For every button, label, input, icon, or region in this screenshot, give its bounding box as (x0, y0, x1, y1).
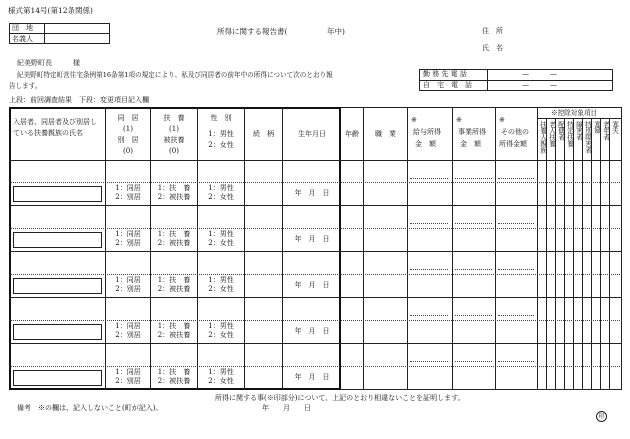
row3-dokyo-2: 2：別居 (115, 285, 141, 293)
col-dokyo-2: (1) (123, 125, 133, 133)
legend: 上段：前回調査結果 下段：変更項目記入欄 (9, 96, 149, 104)
row2-date[interactable]: 年 月 日 (294, 235, 330, 243)
deduction-item-2: 老人扶養 (547, 121, 556, 147)
col-member-name: 入居者、同居者及び別居している扶養親族の氏名 (13, 118, 97, 137)
col-business-2: 金 額 (460, 140, 481, 148)
col-sex-3: 2：女性 (208, 141, 234, 149)
row4-sex-1: 1：男性 (208, 322, 234, 330)
row1-fuyo-2: 2：被扶養 (157, 193, 191, 201)
work-phone-value[interactable]: — — (522, 70, 557, 78)
col-other-2: 所得金額 (499, 140, 527, 148)
row1-dokyo-1: 1：同居 (115, 184, 141, 192)
work-phone-label: 勤 務 先 電 話 (423, 70, 467, 78)
row5-sex-1: 1：男性 (208, 368, 234, 376)
row2-fuyo-2: 2：被扶養 (157, 239, 191, 247)
col-salary-1: 給与所得 (413, 128, 441, 136)
row4-dokyo-2: 2：別居 (115, 331, 141, 339)
certify-text: 所得に関する事(※印部分)について、上記のとおり相違ないことを証明します。 (215, 394, 465, 402)
row5-date[interactable]: 年 月 日 (294, 373, 330, 381)
seal-mark (596, 411, 607, 422)
name-label: 氏 名 (482, 44, 503, 52)
row2-dokyo-2: 2：別居 (115, 239, 141, 247)
row1-dokyo-2: 2：別居 (115, 193, 141, 201)
row3-sex-2: 2：女性 (208, 285, 234, 293)
col-fuyo-2: (1) (169, 125, 179, 133)
col-sex-1: 性 別 (210, 114, 232, 122)
row5-fuyo-2: 2：被扶養 (157, 377, 191, 385)
col-dokyo-4: (0) (123, 147, 133, 155)
deduction-item-5: 障害者 (574, 121, 583, 141)
row2-fuyo-1: 1：扶 養 (157, 230, 191, 238)
recipient: 紀美野町長 様 (17, 59, 80, 67)
col-sex-2: 1：男性 (208, 130, 234, 138)
form-number: 様式第14号(第12条関係) (8, 6, 93, 15)
col-business-1: 事業所得 (458, 128, 486, 136)
footer-date[interactable]: 年 月 日 (262, 404, 311, 412)
meigi-field[interactable] (45, 34, 109, 43)
row4-date[interactable]: 年 月 日 (294, 327, 330, 335)
col-fuyo-4: (0) (169, 147, 179, 155)
row1-fuyo-1: 1：扶 養 (157, 184, 191, 192)
col-dokyo-3: 別 居 (117, 136, 139, 144)
remarks-note: 備考 ※の欄は、記入しないこと(町が記入)。 (17, 404, 163, 412)
address-label: 住 所 (482, 27, 503, 35)
intro-line2: 告します。 (9, 82, 42, 90)
col-birth: 生年月日 (298, 130, 326, 138)
row1-sex-2: 2：女性 (208, 193, 234, 201)
col-fuyo-3: 被扶養 (163, 136, 185, 144)
col-business-mark: ※ (456, 116, 462, 124)
row3-sex-1: 1：男性 (208, 276, 234, 284)
col-other-mark: ※ (499, 116, 505, 124)
deduction-item-6: 特別障害者 (583, 121, 592, 153)
meigi-label: 名義人 (12, 35, 33, 43)
report-title: 所得に関する報告書( (217, 27, 288, 36)
intro-line1: 紀美野町特定町営住宅条例第16条第1項の規定により、私及び同居者の前年中の所得について次のとおり報 (17, 71, 333, 79)
col-job: 職 業 (375, 130, 396, 138)
row3-date[interactable]: 年 月 日 (294, 281, 330, 289)
home-phone-value[interactable]: — — (522, 81, 557, 89)
col-deduction-header: ※控除対象項目 (551, 109, 598, 117)
deduction-item-3: 配偶者 (556, 121, 565, 141)
deduction-item-4: 特定扶養 (565, 121, 574, 147)
col-relation: 続 柄 (253, 130, 274, 138)
col-other-1: その他の (501, 128, 529, 136)
deduction-item-8: 老年者 (601, 121, 610, 141)
row4-sex-2: 2：女性 (208, 331, 234, 339)
deduction-item-7: 寡婦 (592, 121, 601, 134)
row5-sex-2: 2：女性 (208, 377, 234, 385)
row3-fuyo-2: 2：被扶養 (157, 285, 191, 293)
row5-dokyo-1: 1：同居 (115, 368, 141, 376)
row4-fuyo-2: 2：被扶養 (157, 331, 191, 339)
deduction-item-9: 寡夫 (610, 121, 619, 134)
col-fuyo-1: 扶 養 (163, 114, 185, 122)
report-year-suffix: 年中) (327, 27, 345, 36)
deduction-item-1: 扶養人親族 (538, 121, 547, 153)
row4-fuyo-1: 1：扶 養 (157, 322, 191, 330)
row3-fuyo-1: 1：扶 養 (157, 276, 191, 284)
row1-sex-1: 1：男性 (208, 184, 234, 192)
row2-sex-1: 1：男性 (208, 230, 234, 238)
home-phone-label: 自 宅 電 話 (423, 81, 472, 89)
danchi-field[interactable] (45, 24, 109, 33)
row5-fuyo-1: 1：扶 養 (157, 368, 191, 376)
col-salary-mark: ※ (411, 116, 417, 124)
danchi-label: 団 地 (12, 24, 33, 32)
row2-dokyo-1: 1：同居 (115, 230, 141, 238)
row2-sex-2: 2：女性 (208, 239, 234, 247)
col-dokyo-1: 同 居 (117, 114, 139, 122)
col-age: 年齢 (345, 130, 359, 138)
row4-dokyo-1: 1：同居 (115, 322, 141, 330)
row3-dokyo-1: 1：同居 (115, 276, 141, 284)
col-salary-2: 金 額 (415, 140, 436, 148)
seal-text: 印 (598, 413, 605, 420)
row5-dokyo-2: 2：別居 (115, 377, 141, 385)
row1-date[interactable]: 年 月 日 (294, 189, 330, 197)
